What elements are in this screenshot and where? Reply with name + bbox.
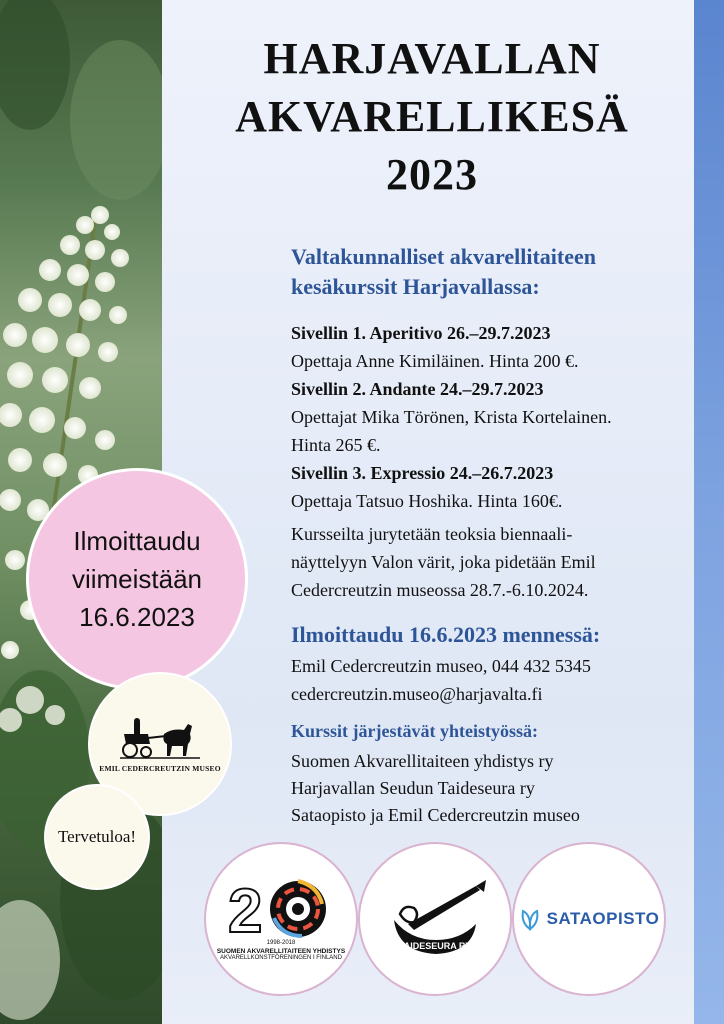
poster-title (188, 30, 676, 204)
akvarelli-name-sv: AKVARELLKONSTFÖRENINGEN I FINLAND (220, 954, 342, 961)
akvarelli-name-fi: SUOMEN AKVARELLITAITEEN YHDISTYS (216, 947, 346, 955)
subtitle (291, 242, 691, 302)
deadline-line-3: 16.6.2023 (79, 602, 195, 632)
cooperation-item: Suomen Akvarellitaiteen yhdistys ry (291, 751, 554, 771)
museum-name: EMIL CEDERCREUTZIN MUSEO (99, 763, 221, 773)
title-line-2: AKVARELLIKESÄ (235, 92, 629, 141)
cooperation-list (291, 748, 691, 829)
course-2-title: Sivellin 2. Andante 24.–29.7.2023 (291, 379, 544, 399)
description-line-3: Cedercreutzin museossa 28.7.-6.10.2024. (291, 580, 589, 600)
deadline-circle (26, 468, 248, 690)
registration-contact (291, 652, 691, 708)
svg-text:2: 2 (228, 877, 263, 940)
course-1-title: Sivellin 1. Aperitivo 26.–29.7.2023 (291, 323, 551, 343)
anniversary-20-icon (226, 878, 336, 940)
subtitle-line-1: Valtakunnalliset akvarellitaiteen (291, 244, 596, 269)
cooperation-item: Harjavallan Seudun Taideseura ry (291, 778, 535, 798)
course-3-detail: Opettaja Tatsuo Hoshika. Hinta 160€. (291, 491, 563, 511)
course-2-detail-1: Opettajat Mika Törönen, Krista Kortelainen. (291, 407, 612, 427)
course-list (291, 319, 691, 515)
sataopisto-text: SATAOPISTO (546, 909, 660, 928)
subtitle-line-2: kesäkurssit Harjavallassa: (291, 274, 540, 299)
contact-phone: Emil Cedercreutzin museo, 044 432 5345 (291, 656, 591, 676)
sataopisto-logo (512, 842, 666, 996)
right-accent-bar (694, 0, 724, 1024)
title-line-3: 2023 (386, 150, 478, 199)
registration-heading: Ilmoittaudu 16.6.2023 mennessä: (291, 622, 601, 647)
anniversary-years: 1998-2018 (266, 939, 296, 946)
course-3-title: Sivellin 3. Expressio 24.–26.7.2023 (291, 463, 554, 483)
brush-palette-icon (380, 874, 490, 964)
cooperation-item: Sataopisto ja Emil Cedercreutzin museo (291, 805, 580, 825)
course-1-detail: Opettaja Anne Kimiläinen. Hinta 200 €. (291, 351, 579, 371)
horse-carriage-icon (120, 716, 200, 760)
taideseura-logo (358, 842, 512, 996)
welcome-text: Tervetuloa! (57, 827, 137, 846)
title-line-1: HARJAVALLAN (263, 34, 601, 83)
contact-email[interactable]: cedercreutzin.museo@harjavalta.fi (291, 684, 543, 704)
taideseura-text: TAIDESEURA RY (398, 941, 472, 951)
deadline-line-1: Ilmoittaudu (73, 526, 201, 556)
leaf-icon (519, 907, 541, 931)
description-line-1: Kursseilta jurytetään teoksia biennaali- (291, 524, 573, 544)
akvarelli-yhdistys-logo (204, 842, 358, 996)
description-line-2: näyttelyyn Valon värit, joka pidetään Emil (291, 552, 596, 572)
cooperation-heading: Kurssit järjestävät yhteistyössä: (291, 721, 538, 741)
course-2-detail-2: Hinta 265 €. (291, 435, 381, 455)
welcome-circle (44, 784, 150, 890)
exhibition-description (291, 520, 691, 604)
deadline-line-2: viimeistään (71, 564, 203, 594)
